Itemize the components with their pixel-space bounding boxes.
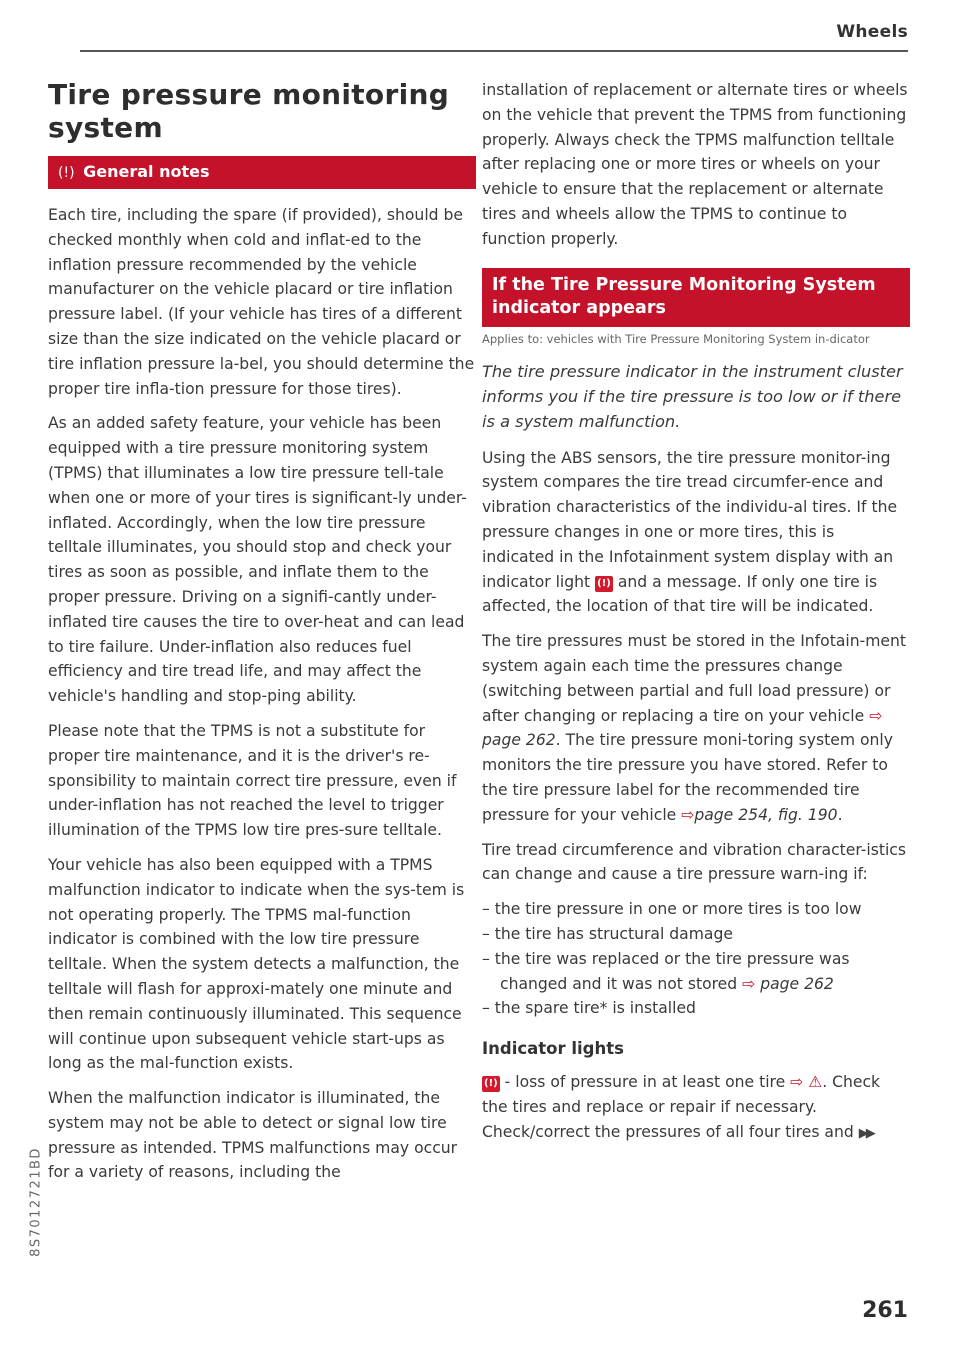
- warning-icon: ⚠: [808, 1072, 823, 1091]
- list-item: – the tire pressure in one or more tires is too low: [482, 900, 862, 919]
- page-ref-link[interactable]: [742, 975, 834, 993]
- left-column: [48, 78, 476, 1195]
- indicator-lights-heading: Indicator lights: [482, 1039, 624, 1059]
- arrow-icon: ⇨: [681, 805, 695, 824]
- paragraph-text: - loss of pressure in at least one tire: [504, 1072, 786, 1091]
- tpms-indicator-icon: (!): [482, 1076, 500, 1092]
- arrow-icon: ⇨: [869, 706, 883, 725]
- side-code-text: 8S7012721BD: [28, 1147, 44, 1257]
- paragraph: As an added safety feature, your vehicle has been equipped with a tire pressure monitoring system (TPMS) that illuminates a low tire pressure tell-tale when one or more of your tires is significant-ly under-inflated. Accordingly, when the low tire pressure telltale illuminates, you should stop and check your tires as soon as possible, and inflate them to the proper pressure. Driving on a signifi-cantly under-inflated tire causes the tire to over-heat and can lead to tire failure. Under-inflation also reduces fuel efficiency and tire tread life, and may affect the vehicle's handling and stop-ping ability.: [48, 414, 467, 706]
- tpms-icon: (!): [58, 165, 75, 181]
- paragraph-text: .: [837, 805, 843, 824]
- paragraph: When the malfunction indicator is illuminated, the system may not be able to detect or signal low tire pressure as intended. TPMS malfunctions may occur for a variety of reasons, including the: [48, 1089, 458, 1182]
- paragraph-text: . Check the tires and replace or repair if necessary. Check/correct the pressures of all four tires and: [482, 1072, 881, 1141]
- side-code: [26, 1082, 46, 1322]
- page-title: Tire pressure monitoring system: [48, 78, 450, 144]
- general-notes-label: General notes: [83, 162, 210, 181]
- list-item: [482, 947, 910, 997]
- paragraph: Each tire, including the spare (if provided), should be checked monthly when cold and inflat-ed to the inflation pressure recommended by the vehicle manufacturer on the vehicle placard or tire inflation pressure label. (If your vehicle has tires of a different size than the size indicated on the vehicle placard or tire inflation pressure la-bel, you should determine the proper tire infla-tion pressure for those tires).: [48, 206, 475, 398]
- tpms-indicator-icon: (!): [595, 576, 613, 592]
- page-number: 261: [862, 1298, 908, 1323]
- paragraph: [482, 629, 910, 827]
- right-column: [482, 78, 910, 1156]
- intro-text: The tire pressure indicator in the instrument cluster informs you if the tire pressure is too low or if there is a system malfunction.: [482, 361, 903, 431]
- page-ref-text: page 262: [760, 974, 834, 993]
- page-ref-text: page 262: [482, 731, 556, 750]
- paragraph-text: . The tire pressure moni-toring system only monitors the tire pressure you have stored. Refer to the tire pressure label for the recommended tire pressure for your vehicle: [482, 731, 893, 824]
- list-item: – the tire has structural damage: [482, 924, 733, 943]
- paragraph-text: The tire pressures must be stored in the Infotain-ment system again each time the pressures change (switching between partial and full load pressure) or after changing or replacing a tire on your vehicle: [482, 632, 907, 725]
- header-rule: [80, 50, 908, 52]
- paragraph-text: and a message. If only one tire is affected, the location of that tire will be indicated.: [482, 572, 878, 616]
- paragraph: [482, 446, 910, 620]
- paragraph-text: Using the ABS sensors, the tire pressure monitor-ing system compares the tire tread circumfer-ence and vibration characteristics of the individu-al tires. If the pressure changes in one or more tires, this is indicated in the Infotainment system display with an indicator light: [482, 448, 898, 591]
- general-notes-bar: [48, 156, 476, 189]
- bullet-list: [482, 897, 910, 1021]
- list-item: – the spare tire* is installed: [482, 999, 696, 1018]
- paragraph: Tire tread circumference and vibration character-istics can change and cause a tire pressure warn-ing if:: [482, 840, 907, 884]
- continue-arrow-icon: ▶▶: [858, 1125, 873, 1141]
- section-title-bar: If the Tire Pressure Monitoring System indicator appears: [482, 268, 910, 327]
- page-ref-text: page 254, fig. 190: [694, 805, 838, 824]
- list-item-text: – the tire was replaced or the tire pressure was changed and it was not stored: [482, 949, 850, 993]
- applies-to: Applies to: vehicles with Tire Pressure Monitoring System in-dicator: [482, 331, 870, 346]
- section-header: Wheels: [836, 22, 908, 42]
- page-ref-link[interactable]: [681, 806, 837, 824]
- paragraph: Please note that the TPMS is not a substitute for proper tire maintenance, and it is the driver's re-sponsibility to maintain correct tire pressure, even if under-inflation has not reached the level to trigger illumination of the TPMS low tire pres-sure telltale.: [48, 721, 457, 840]
- paragraph: [482, 1070, 910, 1146]
- paragraph-continued: installation of replacement or alternate tires or wheels on the vehicle that prevent the TPMS from functioning properly. Always check the TPMS malfunction telltale after replacing one or more tires or wheels on your vehicle to ensure that the replacement or alternate tires and wheels allow the TPMS to continue to function properly.: [482, 81, 908, 248]
- arrow-icon: ⇨: [742, 974, 756, 993]
- paragraph: Your vehicle has also been equipped with a TPMS malfunction indicator to indicate when the sys-tem is not operating properly. The TPMS mal-function indicator is combined with the low tire pressure telltale. When the system detects a malfunction, the telltale will flash for approxi-mately one minute and then remain continuously illuminated. This sequence will continue upon subsequent vehicle start-ups as long as the mal-function exists.: [48, 855, 465, 1073]
- arrow-icon: ⇨: [790, 1072, 804, 1091]
